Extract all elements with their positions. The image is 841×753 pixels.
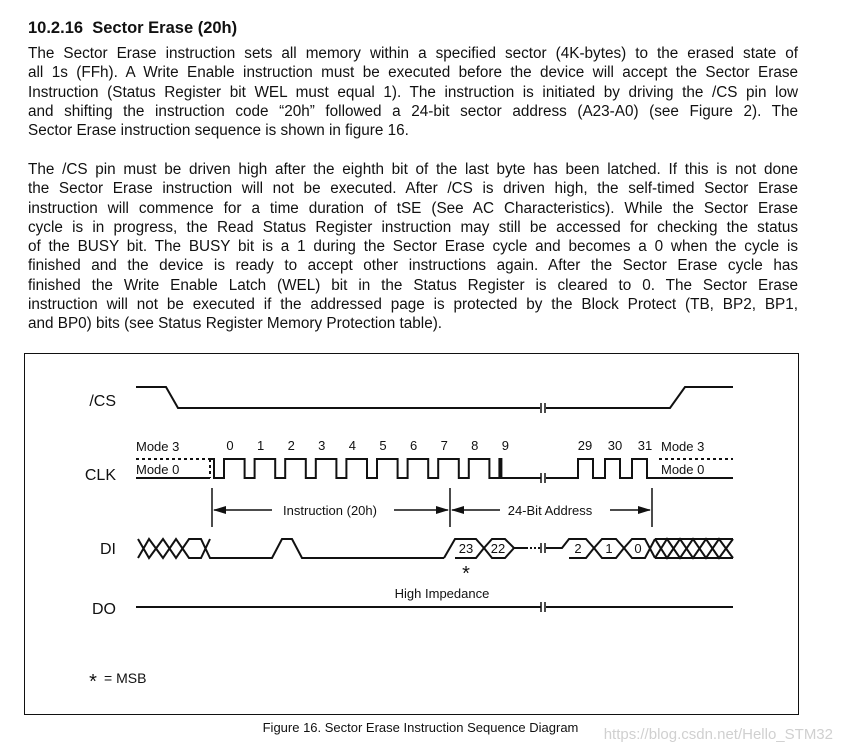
cs-waveform: [136, 387, 540, 408]
watermark: https://blog.csdn.net/Hello_STM32: [603, 726, 833, 743]
di-bit-label: 23: [458, 541, 474, 556]
clock-number: 31: [637, 438, 653, 453]
paragraph-line: instruction will commence for a time duration of tSE (See AC Characteristics). While the Sector Erase: [28, 199, 798, 217]
paragraph-line: the Sector Erase instruction will not be executed. After /CS is driven high, the self-timed Sector Erase: [28, 180, 798, 198]
clock-number: 7: [440, 438, 448, 453]
mode0-label-left: Mode 0: [136, 462, 180, 477]
di-bit-label: 0: [634, 541, 642, 556]
arrowhead-right: [436, 506, 449, 514]
clock-number: 8: [471, 438, 479, 453]
section-number: 10.2.16: [28, 19, 84, 37]
clock-number-group: [226, 438, 509, 453]
section-title: Sector Erase (20h): [92, 19, 238, 37]
instruction-label: Instruction (20h): [283, 503, 377, 518]
msb-marker: *: [462, 563, 470, 585]
legend-symbol: *: [89, 671, 97, 693]
mode0-label-right: Mode 0: [661, 462, 705, 477]
paragraph-line: instruction will not be executed if the addressed page is protected by the Block Protect (TB, BP2, BP1,: [28, 296, 798, 314]
signal-label-cs: /CS: [89, 393, 116, 410]
clock-number: 3: [318, 438, 326, 453]
paragraph-line: and BP0) bits (see Status Register Memory Protection table).: [28, 315, 443, 333]
arrowhead-right: [638, 506, 651, 514]
mode3-label-left: Mode 3: [136, 439, 180, 454]
clock-number: 2: [287, 438, 295, 453]
clock-number: 29: [577, 438, 593, 453]
signal-label-di: DI: [100, 541, 116, 558]
cs-waveform-right: [546, 387, 733, 408]
paragraph-line: The Sector Erase instruction sets all memory within a specified sector (4K-bytes) to the erased state of: [28, 45, 798, 62]
di-bit-label: 1: [605, 541, 613, 556]
clock-number: 30: [607, 438, 623, 453]
di-data-bits: [444, 539, 733, 558]
arrowhead-left: [213, 506, 226, 514]
mode3-label-right: Mode 3: [661, 439, 705, 454]
paragraph-line: and shifting the instruction code “20h” followed a 24-bit sector address (A23-A0) (see Figure 2). The: [28, 102, 798, 120]
address-label: 24-Bit Address: [507, 503, 593, 518]
clock-number-group: [578, 438, 652, 453]
clk-waveform: [210, 459, 659, 478]
clock-number: 0: [226, 438, 234, 453]
figure-caption: Figure 16. Sector Erase Instruction Sequence Diagram: [262, 720, 579, 735]
paragraph-line: cycle is in progress, the Read Status Register instruction may still be accessed for checking the status: [28, 218, 798, 236]
di-bit-label: 2: [574, 541, 582, 556]
clock-number: 5: [379, 438, 387, 453]
paragraph-line: Instruction (Status Register bit WEL must equal 1). The instruction is initiated by driving the /CS pin low: [28, 83, 798, 101]
high-impedance-label: High Impedance: [394, 586, 490, 601]
di-bit-label: 22: [490, 541, 506, 556]
paragraph-line: Sector Erase instruction sequence is shown in figure 16.: [28, 122, 409, 140]
paragraph-line: of the BUSY bit. The BUSY bit is a 1 during the Sector Erase cycle and becomes a 0 when the cycle is: [28, 238, 798, 256]
arrowhead-left: [451, 506, 464, 514]
paragraph-line: The /CS pin must be driven high after the eighth bit of the last byte has been latched. If this is not done: [28, 161, 798, 178]
clock-number: 1: [256, 438, 265, 453]
clock-number: 9: [501, 438, 510, 453]
signal-label-clk: CLK: [84, 467, 116, 484]
di-dont-care-left: [138, 539, 444, 558]
clock-number: 6: [409, 438, 418, 453]
signal-label-do: DO: [92, 601, 116, 618]
paragraph-line: all 1s (FFh). A Write Enable instruction must be executed before the device will accept the Sector Erase: [28, 64, 798, 82]
paragraph-line: finished and the device is ready to accept other instructions again. After the Sector Erase cycle has: [28, 257, 798, 275]
paragraph-line: finished the Write Enable Latch (WEL) bit in the Status Register is cleared to 0. The Sector Erase: [28, 276, 798, 294]
clock-number: 4: [348, 438, 357, 453]
legend-text: = MSB: [104, 670, 147, 686]
